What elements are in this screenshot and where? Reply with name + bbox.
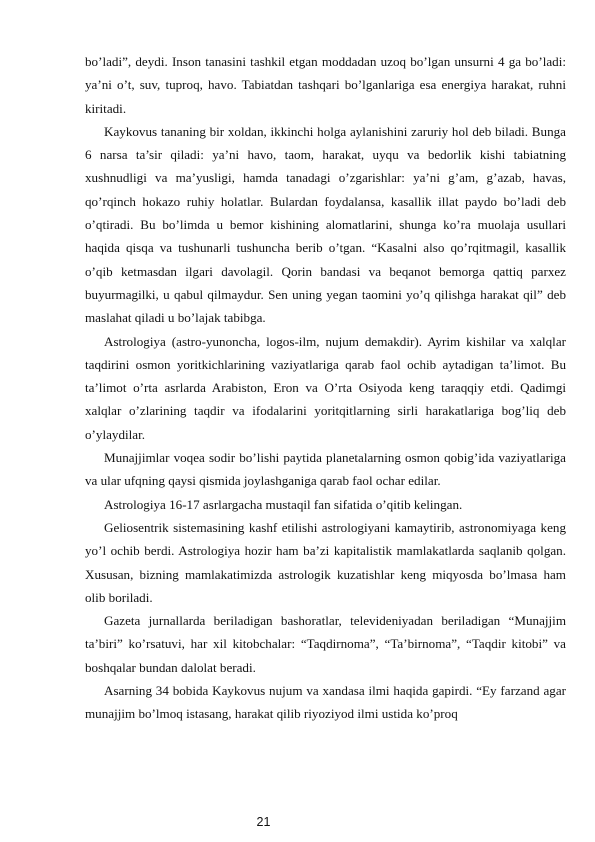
paragraph-7: Gazeta jurnallarda beriladigan bashoratlar, televideniyadan beriladigan “Munajjim ta’biri” ko’rsatuvi, har xil kitobchalar: “Taqdirnoma”, “Ta’birnoma”, “Taqdir kitobi” va boshqalar bundan dalolat beradi.	[85, 613, 566, 675]
paragraph-4: Munajjimlar voqea sodir bo’lishi paytida planetalarning osmon qobig’ida vaziyatlariga va ular ufqning qaysi qismida joylashganiga qarab faol ochar edilar.	[85, 450, 566, 489]
page-body	[85, 50, 566, 726]
page-number: 21	[256, 815, 271, 829]
paragraph-2: Kaykovus tananing bir xoldan, ikkinchi holga aylanishini zaruriy hol deb biladi. Bunga 6 narsa ta’sir qiladi: ya’ni havo, taom, harakat, uyqu va bedorlik kishi tabiatning xushnudligi va ma’yusligi, hamda tanadagi o’zgarishlar: ya’ni g’am, g’azab, havas, qo’rqinch hokazo ruhiy holatlar. Bulardan foydalansa, kasallik illat paydo bo’ladi deb o’qtiradi. Bu bo’limda u bemor kishining alomatlarini, shunga ko’ra muolaja usullari haqida qisqa va tushunarli tushuncha berib o’tgan. “Kasalni also qo’rqitmagil, kasallik o’qib ketmasdan ilgari davolagil. Qorin bandasi va beqanot bemorga qattiq parxez buyurmagilki, u qabul qilmaydur. Sen uning yegan taomini yo’q qilishga harakat qil” deb maslahat qiladi u bo’lajak tabibga.	[85, 123, 566, 326]
paragraph-3: Astrologiya (astro-yunoncha, logos-ilm, nujum demakdir). Ayrim kishilar va xalqlar taqdirini osmon yoritkichlarining vaziyatlariga qarab faol ochib aytadigan ta’limot. Bu ta’limot o’rta asrlarda Arabiston, Eron va O’rta Osiyoda keng taraqqiy etdi. Qadimgi xalqlar o’zlarining taqdir va ifodalarini yoritqitlarning sirli harakatlariga bog’liq deb o’ylaydilar.	[85, 333, 566, 442]
paragraph-1: bo’ladi”, deydi. Inson tanasini tashkil etgan moddadan uzoq bo’lgan unsurni 4 ga bo’ladi: ya’ni o’t, suv, tuproq, havo. Tabiatdan tashqari bo’lganlariga esa energiya harakat, ruhni kiritadi.	[85, 54, 566, 116]
paragraph-8: Asarning 34 bobida Kaykovus nujum va xandasa ilmi haqida gapirdi. “Ey farzand agar munajjim bo’lmoq istasang, harakat qilib riyoziyod ilmi ustida ko’proq	[85, 683, 566, 722]
paragraph-6: Geliosentrik sistemasining kashf etilishi astrologiyani kamaytirib, astronomiyaga keng yo’l ochib berdi. Astrologiya hozir ham ba’zi kapitalistik mamlakatlarda saqlanib qolgan. Xususan, bizning mamlakatimizda astrologik kuzatishlar keng miqyosda bo’lmasa ham olib boriladi.	[85, 519, 566, 605]
paragraph-5: Astrologiya 16-17 asrlargacha mustaqil fan sifatida o’qitib kelingan.	[104, 496, 463, 512]
